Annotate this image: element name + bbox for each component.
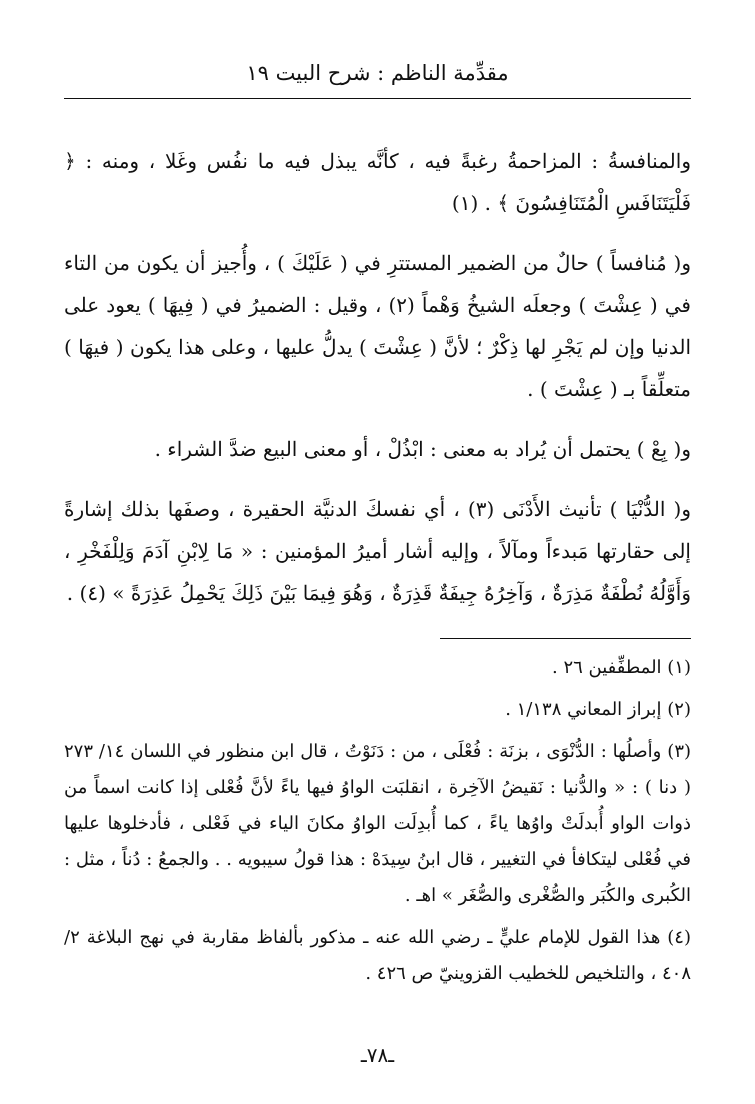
footnote-1: (١) المطفِّفين ٢٦ . [552,657,691,678]
paragraph-munafisan: و( مُنافساً ) حالٌ من الضمير المستترِ في ( عَلَيْكَ ) ، وأُجيز أن يكون من التاء في ( عِشْتَ ) وجعلَه الشيخُ وَهْماً (٢) ، وقيل : الضميرُ في ( فِيهَا ) يعود على الدنيا وإن لم يَجْرِ لها ذِكْرٌ ؛ لأنَّ ( عِشْتَ ) يدلُّ عليها ، وعلى هذا يكون ( فيهَا ) متعلِّقاً بـ ( عِشْتَ ) . [64,251,692,401]
running-header: مقدِّمة الناظم : شرح البيت ١٩ [246,61,509,85]
footnote-2: (٢) إبراز المعاني ١/١٣٨ . [505,699,691,720]
paragraph-munafasa: والمنافسةُ : المزاحمةُ رغبةً فيه ، كأنَّه يبذل فيه ما نفُس وغَلا ، ومنه : ﴿ فَلْيَتَنَافَسِ الْمُتَنَافِسُونَ ﴾ . (١) [64,149,691,215]
main-text [64,140,691,632]
paragraph-bi: و( بِعْ ) يحتمل أن يُراد به معنى : ابْذُلْ ، أو معنى البيع ضدَّ الشراء . [154,437,691,461]
header-rule [64,98,691,99]
footnote-3: (٣) وأصلُها : الدُّنْوَى ، بزنَة : فُعْلَى ، من : دَنَوْتُ ، قال ابن منظور في اللسان ١٤/ ٢٧٣ ( دنا ) : « والدُّنيا : نَقيضُ الآخِرة ، انقلبَت الواوُ فيها ياءً لأنَّ فُعْلى إذا كانت اسماً من ذوات الواو أُبدلَتْ واوُها ياءً ، كما أُبدِلَت الواوُ مكانَ الياء في فَعْلى ، فأدخلوها عليها في فُعْلى ليتكافأ في التغيير ، قال ابنُ سِيدَهْ : هذا قولُ سيبويه . . والجمعُ : دُناً ، مثل : الكُبرى والكُبَر والصُّغْرى والصُّغَر » اهـ . [64,741,692,906]
page-number: ـ٧٨ـ [360,1043,395,1067]
paragraph-dunya: و( الدُّنْيَا ) تأنيث الأَدْنَى (٣) ، أي نفسكَ الدنيَّة الحقيرة ، وصفَها بذلك إشارةً إلى حقارتها مَبدءاً ومآلاً ، وإليه أشار أميرُ المؤمنين : « مَا لِابْنِ آدَمَ وَلِلْفَخْرِ ، وَأَوَّلُهُ نُطْفَةٌ مَذِرَةٌ ، وَآخِرُهُ جِيفَةٌ قَذِرَةٌ ، وَهُوَ فِيمَا بَيْنَ ذَلِكَ يَحْمِلُ عَذِرَةً » (٤) . [64,497,692,605]
footnote-4: (٤) هذا القول للإمام عليٍّ ـ رضي الله عنه ـ مذكور بألفاظ مقاربة في نهج البلاغة ٢/ ٤٠٨ ، والتلخيص للخطيب القزوينيّ ص ٤٢٦ . [64,927,691,984]
footnote-separator [440,638,691,639]
footnotes [64,650,691,998]
